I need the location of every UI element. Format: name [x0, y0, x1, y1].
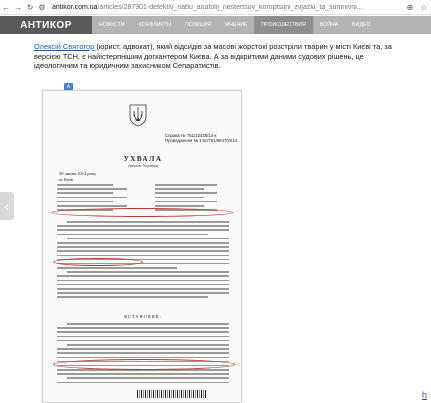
forward-icon[interactable]: →: [14, 2, 22, 12]
back-icon[interactable]: ←: [2, 2, 10, 12]
nav-section-2[interactable]: ПОЗИЦИЯ: [185, 22, 211, 28]
coat-of-arms-icon: [128, 103, 148, 127]
site-logo[interactable]: АНТИКОР: [0, 16, 92, 34]
nav-section-6[interactable]: ВИДЕО: [352, 22, 371, 28]
nav-section-4[interactable]: ПРОИСШЕСТВИЯ: [254, 16, 312, 34]
document-heading: УХВАЛА: [123, 155, 163, 163]
document-paragraph: [57, 323, 229, 386]
url-path: /articles/287901-detektiv_nabu_anatolij_nestertsov_koruptsijni_zvjazki_ta_sumnivni...: [97, 3, 363, 11]
reload-icon[interactable]: ↻: [26, 2, 34, 12]
url-field[interactable]: [52, 4, 403, 11]
highlight-oval-defender: [51, 208, 233, 217]
browser-address-bar: [0, 0, 431, 15]
nav-section-1[interactable]: КОНФЛИКТЫ: [138, 22, 172, 28]
proceeding-number: Провадження № 1-кс/761/8847/2014: [165, 138, 238, 144]
highlight-oval-clause: [53, 359, 235, 370]
url-host: antikor.com.ua: [52, 3, 98, 11]
document-subheading: іменем України: [128, 163, 158, 168]
highlight-oval-name: [53, 258, 143, 266]
gallery-prev-arrow-icon[interactable]: ‹: [0, 192, 14, 220]
section-menu: [92, 16, 431, 34]
article-lead-paragraph: [34, 42, 399, 71]
nav-section-5[interactable]: ВОЙНА: [319, 22, 339, 28]
case-number: Справа № 761/22435/14-к: [165, 133, 217, 138]
document-section-title: ВСТАНОВИВ:: [124, 314, 162, 319]
translate-icon[interactable]: A: [64, 83, 73, 91]
site-info-icon[interactable]: ⚙: [38, 2, 46, 12]
document-city: м. Київ: [59, 177, 73, 182]
nav-section-0[interactable]: НОВОСТИ: [99, 22, 125, 28]
nav-section-3[interactable]: МНЕНИЕ: [224, 22, 248, 28]
site-navigation: [0, 16, 431, 34]
author-link[interactable]: Олексій Святогор: [34, 42, 95, 51]
case-references: [165, 133, 237, 143]
article-lead-text: (юрист, адвокат), який відсидів за масові жорстокі розстріли тварин у місті Києві та, за версією ТСН, є найістерпнішим догкантером Києва. А за відкритими даними судових рішень, це ідеологічним та юридичним захисником Сепаратистів.: [34, 42, 392, 71]
zoom-icon[interactable]: ⊕: [406, 2, 414, 12]
document-date: 30 липня 2014 року: [59, 171, 97, 176]
document-barcode: [137, 390, 207, 398]
partial-link-icon[interactable]: h: [422, 390, 428, 400]
scanned-court-document: [42, 90, 242, 403]
bookmark-star-icon[interactable]: ☆: [420, 2, 428, 12]
